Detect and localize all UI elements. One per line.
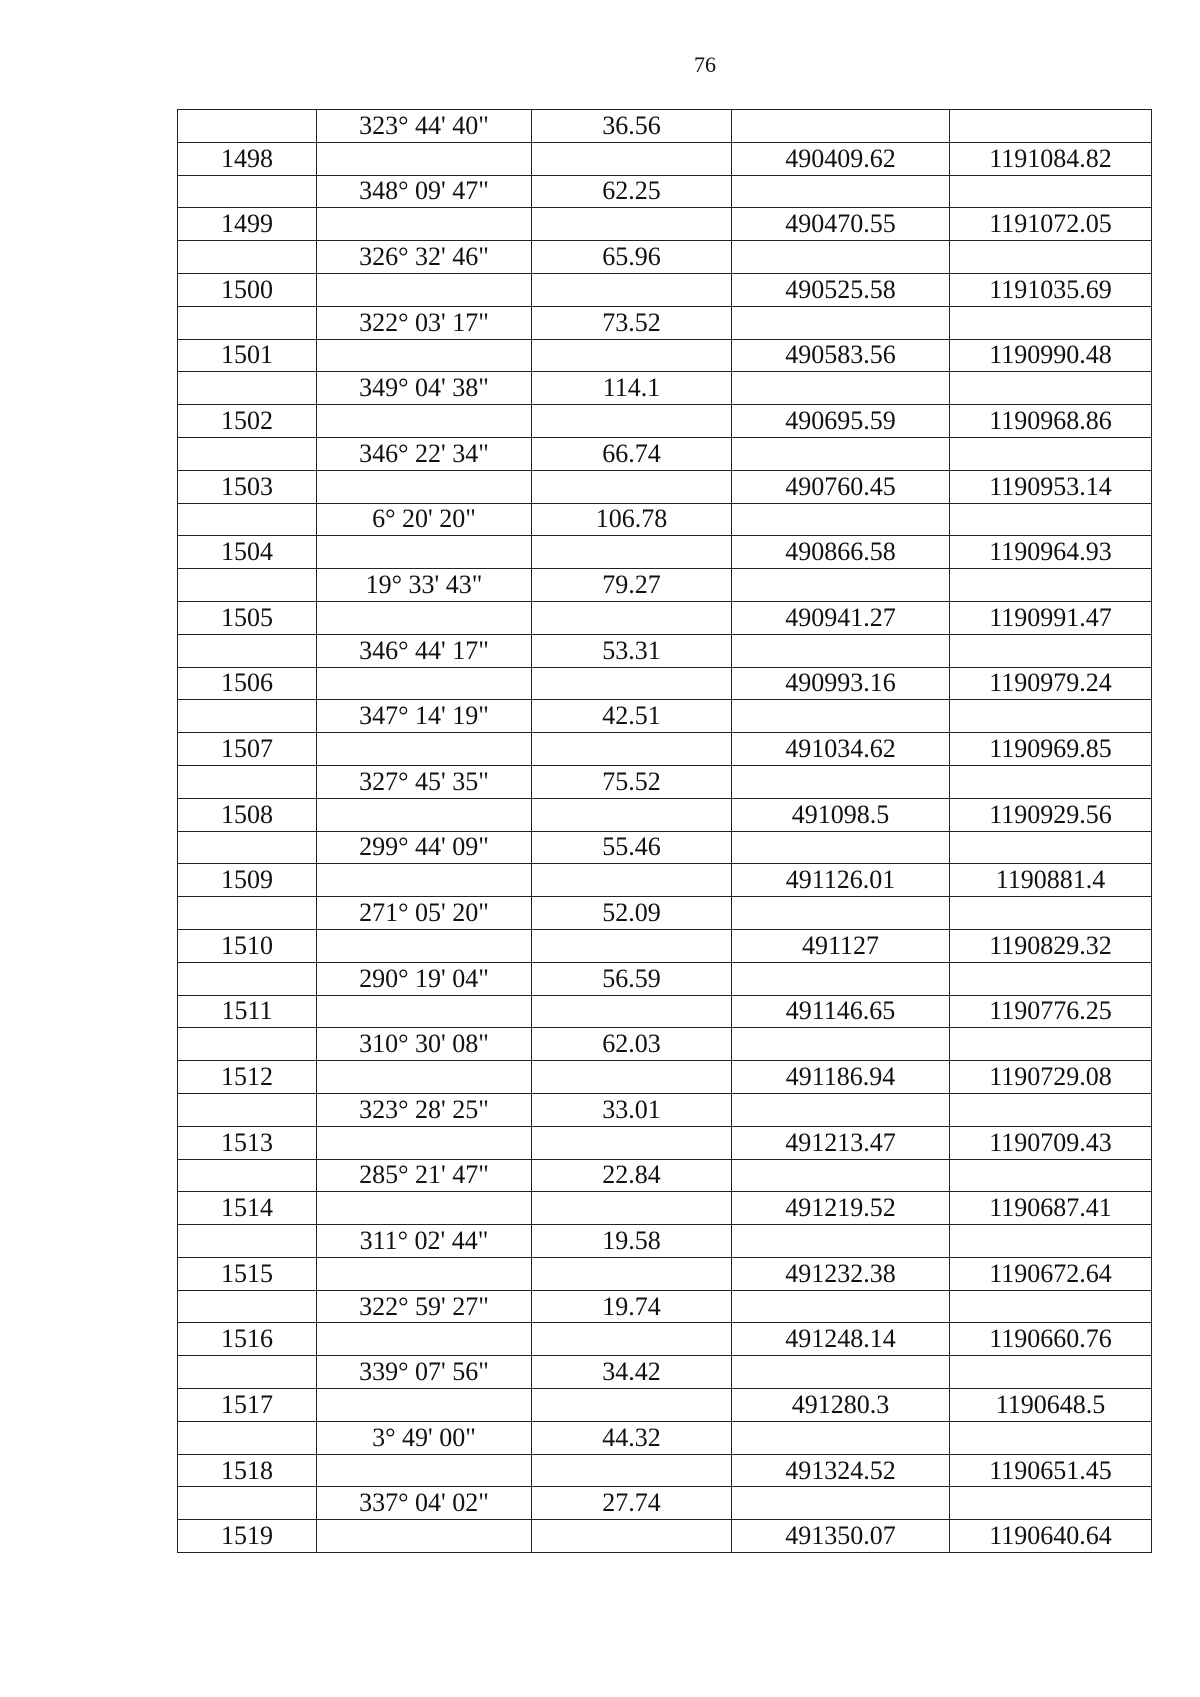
distance-cell: 44.32 [532, 1421, 732, 1454]
easting-cell: 1190953.14 [950, 470, 1152, 503]
distance-cell: 114.1 [532, 372, 732, 405]
distance-cell: 33.01 [532, 1093, 732, 1126]
distance-cell [532, 995, 732, 1028]
easting-cell: 1190660.76 [950, 1323, 1152, 1356]
table-row [178, 1389, 1152, 1422]
bearing-cell: 349° 04' 38" [317, 372, 532, 405]
station-cell: 1511 [178, 995, 317, 1028]
bearing-cell: 311° 02' 44" [317, 1225, 532, 1258]
distance-cell: 19.74 [532, 1290, 732, 1323]
northing-cell [732, 241, 950, 274]
northing-cell: 491213.47 [732, 1126, 950, 1159]
northing-cell: 490470.55 [732, 208, 950, 241]
station-cell [178, 1225, 317, 1258]
distance-cell [532, 1389, 732, 1422]
table-row [178, 208, 1152, 241]
distance-cell [532, 929, 732, 962]
easting-cell: 1190640.64 [950, 1520, 1152, 1553]
table-row [178, 306, 1152, 339]
northing-cell [732, 1356, 950, 1389]
northing-cell: 490695.59 [732, 405, 950, 438]
station-cell: 1503 [178, 470, 317, 503]
easting-cell [950, 1356, 1152, 1389]
distance-cell [532, 405, 732, 438]
distance-cell: 22.84 [532, 1159, 732, 1192]
easting-cell [950, 437, 1152, 470]
distance-cell: 53.31 [532, 634, 732, 667]
northing-cell: 491232.38 [732, 1257, 950, 1290]
northing-cell [732, 700, 950, 733]
station-cell [178, 765, 317, 798]
table-row [178, 110, 1152, 143]
bearing-cell: 347° 14' 19" [317, 700, 532, 733]
bearing-cell: 310° 30' 08" [317, 1028, 532, 1061]
bearing-cell: 323° 28' 25" [317, 1093, 532, 1126]
table-row [178, 1356, 1152, 1389]
station-cell [178, 1093, 317, 1126]
table-row [178, 1225, 1152, 1258]
table-row [178, 142, 1152, 175]
distance-cell [532, 1061, 732, 1094]
survey-coordinates-table [177, 109, 1152, 1553]
bearing-cell [317, 798, 532, 831]
northing-cell: 491280.3 [732, 1389, 950, 1422]
northing-cell [732, 110, 950, 143]
table-row [178, 569, 1152, 602]
station-cell: 1517 [178, 1389, 317, 1422]
distance-cell: 73.52 [532, 306, 732, 339]
distance-cell: 34.42 [532, 1356, 732, 1389]
bearing-cell [317, 1389, 532, 1422]
table-row [178, 470, 1152, 503]
station-cell: 1514 [178, 1192, 317, 1225]
distance-cell: 65.96 [532, 241, 732, 274]
station-cell: 1506 [178, 667, 317, 700]
easting-cell [950, 241, 1152, 274]
bearing-cell [317, 142, 532, 175]
distance-cell [532, 470, 732, 503]
easting-cell [950, 1290, 1152, 1323]
northing-cell [732, 1093, 950, 1126]
station-cell: 1505 [178, 601, 317, 634]
northing-cell: 491127 [732, 929, 950, 962]
table-row [178, 733, 1152, 766]
bearing-cell [317, 273, 532, 306]
station-cell: 1519 [178, 1520, 317, 1553]
distance-cell: 106.78 [532, 503, 732, 536]
northing-cell: 490760.45 [732, 470, 950, 503]
station-cell: 1510 [178, 929, 317, 962]
table-row [178, 864, 1152, 897]
distance-cell [532, 1520, 732, 1553]
bearing-cell: 348° 09' 47" [317, 175, 532, 208]
station-cell [178, 1290, 317, 1323]
table-row [178, 1159, 1152, 1192]
easting-cell [950, 700, 1152, 733]
distance-cell [532, 142, 732, 175]
easting-cell: 1190964.93 [950, 536, 1152, 569]
northing-cell [732, 569, 950, 602]
bearing-cell [317, 1126, 532, 1159]
distance-cell: 55.46 [532, 831, 732, 864]
northing-cell [732, 897, 950, 930]
station-cell [178, 569, 317, 602]
easting-cell: 1190969.85 [950, 733, 1152, 766]
northing-cell [732, 1487, 950, 1520]
distance-cell [532, 339, 732, 372]
northing-cell [732, 503, 950, 536]
bearing-cell [317, 601, 532, 634]
table-row [178, 241, 1152, 274]
distance-cell: 56.59 [532, 962, 732, 995]
easting-cell: 1190829.32 [950, 929, 1152, 962]
station-cell: 1515 [178, 1257, 317, 1290]
easting-cell: 1190651.45 [950, 1454, 1152, 1487]
easting-cell [950, 569, 1152, 602]
station-cell [178, 1487, 317, 1520]
table-row [178, 962, 1152, 995]
station-cell [178, 175, 317, 208]
distance-cell [532, 798, 732, 831]
bearing-cell: 322° 03' 17" [317, 306, 532, 339]
distance-cell [532, 1323, 732, 1356]
distance-cell [532, 208, 732, 241]
northing-cell: 491034.62 [732, 733, 950, 766]
table-row [178, 372, 1152, 405]
station-cell [178, 1356, 317, 1389]
table-row [178, 1454, 1152, 1487]
station-cell: 1504 [178, 536, 317, 569]
distance-cell: 52.09 [532, 897, 732, 930]
table-row [178, 798, 1152, 831]
table-row [178, 1061, 1152, 1094]
bearing-cell: 346° 22' 34" [317, 437, 532, 470]
station-cell: 1512 [178, 1061, 317, 1094]
station-cell: 1518 [178, 1454, 317, 1487]
table-row [178, 503, 1152, 536]
bearing-cell [317, 1257, 532, 1290]
table-row [178, 1093, 1152, 1126]
station-cell [178, 503, 317, 536]
easting-cell [950, 962, 1152, 995]
northing-cell: 491350.07 [732, 1520, 950, 1553]
station-cell: 1516 [178, 1323, 317, 1356]
station-cell [178, 634, 317, 667]
easting-cell [950, 897, 1152, 930]
easting-cell [950, 1093, 1152, 1126]
station-cell: 1508 [178, 798, 317, 831]
table-row [178, 536, 1152, 569]
bearing-cell [317, 864, 532, 897]
distance-cell [532, 667, 732, 700]
table-row [178, 405, 1152, 438]
easting-cell [950, 175, 1152, 208]
easting-cell [950, 372, 1152, 405]
northing-cell [732, 372, 950, 405]
northing-cell: 491219.52 [732, 1192, 950, 1225]
table-row [178, 995, 1152, 1028]
station-cell: 1507 [178, 733, 317, 766]
northing-cell: 491324.52 [732, 1454, 950, 1487]
distance-cell: 62.25 [532, 175, 732, 208]
easting-cell: 1191072.05 [950, 208, 1152, 241]
distance-cell [532, 601, 732, 634]
survey-table-body [178, 110, 1152, 1553]
bearing-cell: 323° 44' 40" [317, 110, 532, 143]
northing-cell: 491146.65 [732, 995, 950, 1028]
bearing-cell: 6° 20' 20" [317, 503, 532, 536]
northing-cell: 491186.94 [732, 1061, 950, 1094]
station-cell: 1499 [178, 208, 317, 241]
northing-cell [732, 1290, 950, 1323]
table-row [178, 1192, 1152, 1225]
bearing-cell [317, 208, 532, 241]
easting-cell: 1190929.56 [950, 798, 1152, 831]
distance-cell [532, 1257, 732, 1290]
distance-cell: 79.27 [532, 569, 732, 602]
northing-cell [732, 1421, 950, 1454]
northing-cell: 490409.62 [732, 142, 950, 175]
northing-cell [732, 306, 950, 339]
northing-cell: 491126.01 [732, 864, 950, 897]
table-row [178, 1421, 1152, 1454]
easting-cell [950, 503, 1152, 536]
easting-cell: 1190991.47 [950, 601, 1152, 634]
station-cell [178, 962, 317, 995]
station-cell [178, 1159, 317, 1192]
bearing-cell: 285° 21' 47" [317, 1159, 532, 1192]
table-row [178, 831, 1152, 864]
station-cell [178, 897, 317, 930]
table-row [178, 437, 1152, 470]
bearing-cell [317, 929, 532, 962]
northing-cell [732, 1028, 950, 1061]
station-cell: 1502 [178, 405, 317, 438]
easting-cell [950, 110, 1152, 143]
bearing-cell [317, 1323, 532, 1356]
northing-cell [732, 962, 950, 995]
easting-cell: 1190776.25 [950, 995, 1152, 1028]
bearing-cell [317, 1192, 532, 1225]
bearing-cell [317, 1520, 532, 1553]
table-row [178, 765, 1152, 798]
bearing-cell [317, 1454, 532, 1487]
northing-cell: 490866.58 [732, 536, 950, 569]
easting-cell [950, 1159, 1152, 1192]
distance-cell: 19.58 [532, 1225, 732, 1258]
station-cell [178, 831, 317, 864]
distance-cell: 62.03 [532, 1028, 732, 1061]
bearing-cell [317, 995, 532, 1028]
bearing-cell: 290° 19' 04" [317, 962, 532, 995]
bearing-cell [317, 470, 532, 503]
page-number: 76 [694, 52, 716, 77]
easting-cell: 1190709.43 [950, 1126, 1152, 1159]
table-row [178, 1257, 1152, 1290]
station-cell: 1498 [178, 142, 317, 175]
table-row [178, 273, 1152, 306]
station-cell [178, 1028, 317, 1061]
bearing-cell [317, 339, 532, 372]
easting-cell [950, 1028, 1152, 1061]
bearing-cell [317, 667, 532, 700]
bearing-cell: 346° 44' 17" [317, 634, 532, 667]
northing-cell [732, 175, 950, 208]
northing-cell [732, 437, 950, 470]
bearing-cell: 299° 44' 09" [317, 831, 532, 864]
easting-cell: 1190968.86 [950, 405, 1152, 438]
easting-cell: 1190729.08 [950, 1061, 1152, 1094]
station-cell [178, 110, 317, 143]
northing-cell: 490941.27 [732, 601, 950, 634]
bearing-cell [317, 405, 532, 438]
northing-cell: 491098.5 [732, 798, 950, 831]
station-cell [178, 1421, 317, 1454]
distance-cell [532, 536, 732, 569]
bearing-cell: 339° 07' 56" [317, 1356, 532, 1389]
station-cell [178, 241, 317, 274]
easting-cell: 1190672.64 [950, 1257, 1152, 1290]
easting-cell: 1190687.41 [950, 1192, 1152, 1225]
station-cell [178, 372, 317, 405]
bearing-cell [317, 733, 532, 766]
table-row [178, 1126, 1152, 1159]
distance-cell: 42.51 [532, 700, 732, 733]
distance-cell [532, 273, 732, 306]
easting-cell: 1190979.24 [950, 667, 1152, 700]
station-cell: 1500 [178, 273, 317, 306]
northing-cell: 490993.16 [732, 667, 950, 700]
distance-cell [532, 733, 732, 766]
easting-cell [950, 306, 1152, 339]
table-row [178, 1487, 1152, 1520]
distance-cell: 75.52 [532, 765, 732, 798]
distance-cell [532, 1126, 732, 1159]
easting-cell [950, 765, 1152, 798]
bearing-cell: 326° 32' 46" [317, 241, 532, 274]
bearing-cell: 337° 04' 02" [317, 1487, 532, 1520]
northing-cell [732, 831, 950, 864]
table-row [178, 1290, 1152, 1323]
bearing-cell: 322° 59' 27" [317, 1290, 532, 1323]
bearing-cell: 271° 05' 20" [317, 897, 532, 930]
easting-cell: 1191035.69 [950, 273, 1152, 306]
table-row [178, 700, 1152, 733]
northing-cell: 491248.14 [732, 1323, 950, 1356]
table-row [178, 897, 1152, 930]
bearing-cell: 3° 49' 00" [317, 1421, 532, 1454]
table-row [178, 1323, 1152, 1356]
station-cell [178, 306, 317, 339]
distance-cell [532, 1454, 732, 1487]
station-cell: 1501 [178, 339, 317, 372]
easting-cell [950, 1225, 1152, 1258]
station-cell: 1509 [178, 864, 317, 897]
bearing-cell: 19° 33' 43" [317, 569, 532, 602]
station-cell [178, 700, 317, 733]
distance-cell [532, 864, 732, 897]
northing-cell: 490525.58 [732, 273, 950, 306]
table-row [178, 667, 1152, 700]
distance-cell: 66.74 [532, 437, 732, 470]
northing-cell [732, 1159, 950, 1192]
distance-cell: 36.56 [532, 110, 732, 143]
table-row [178, 601, 1152, 634]
easting-cell: 1190648.5 [950, 1389, 1152, 1422]
easting-cell [950, 1487, 1152, 1520]
station-cell: 1513 [178, 1126, 317, 1159]
table-row [178, 929, 1152, 962]
easting-cell: 1191084.82 [950, 142, 1152, 175]
bearing-cell [317, 536, 532, 569]
bearing-cell [317, 1061, 532, 1094]
easting-cell [950, 831, 1152, 864]
table-row [178, 175, 1152, 208]
northing-cell [732, 634, 950, 667]
northing-cell [732, 1225, 950, 1258]
table-row [178, 634, 1152, 667]
distance-cell: 27.74 [532, 1487, 732, 1520]
northing-cell: 490583.56 [732, 339, 950, 372]
northing-cell [732, 765, 950, 798]
table-row [178, 339, 1152, 372]
easting-cell [950, 1421, 1152, 1454]
table-row [178, 1520, 1152, 1553]
distance-cell [532, 1192, 732, 1225]
station-cell [178, 437, 317, 470]
bearing-cell: 327° 45' 35" [317, 765, 532, 798]
easting-cell: 1190990.48 [950, 339, 1152, 372]
easting-cell [950, 634, 1152, 667]
table-row [178, 1028, 1152, 1061]
easting-cell: 1190881.4 [950, 864, 1152, 897]
